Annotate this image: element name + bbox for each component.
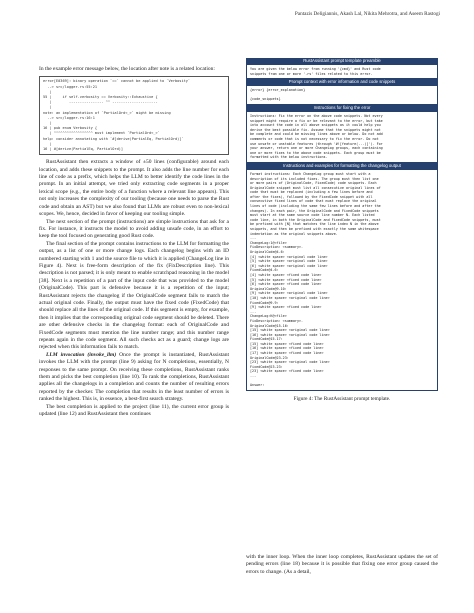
prompt-line: consecutive fixed lines of code that must replace the original <box>250 199 377 204</box>
prompt-line: OriginalCode@9-10: <box>250 286 287 291</box>
paragraph-format: The final section of the prompt contains instructions to the LLM for formatting the output, as a list of one or more change logs. Each changelog begins with an ID numbered starting with 1 and the source file to which it is applied (ChangeLog line in Figure 4). Next is free-form description of the fix (FixDescription line). This description is not parsed; it is only meant to enable scratchpad reasoning in the model [38]. Next is a repetition of a part of the input code that was provided to the model (OriginalCode). This part is defensive because it is a repetition of the input; RustAssistant rejects the changelog if the OriginalCode segment fails to match the actual original code. Finally, the output must have the fixed code (FixedCode) that should replace all the lines of the original code. If this segment is empty, for example, then it implies that the corresponding original code segment should be deleted. There are other defensive checks in the changelog format: each of OriginalCode and FixedCode segments must mention the line number range; and this number range repeats again in the code segment. All such checks act as a guard; change logs are rejected when this information fails to match. <box>39 240 229 351</box>
prompt-line: [15] <white space> <fixed code line> <box>250 341 324 346</box>
code-line: | <box>43 141 52 146</box>
prompt-line: [4] <white space> <original code line> <box>250 254 328 259</box>
prompt-line: [16] <white space> <fixed code line> <box>250 346 324 351</box>
prompt-line: [5] <white space> <fixed code line> <box>250 277 322 282</box>
prompt-line: must start at the same source code line number N. Each listed <box>250 213 375 218</box>
prompt-line: [16] <white space> <original code line> <box>250 332 330 337</box>
prompt-line: OriginalCode snippet must list all consecutive original lines of <box>250 185 381 190</box>
prompt-line: FixedCode@9-9: <box>250 300 279 305</box>
intro-paragraph: In the example error message below, the location after note is a related location: <box>39 66 215 72</box>
prompt-line: [23] <white space> <original code line> <box>250 360 330 365</box>
prompt-line: [10] <white space> <original code line> <box>250 295 330 300</box>
section-body <box>246 85 438 105</box>
prompt-line: snippet might require a fix or be relevant to the error, but take <box>250 118 383 123</box>
paragraph-snippets: RustAssistant then extracts a window of ±50 lines (configurable) around each location, and adds these snippets to the prompt. It also adds the line number for each line of code as a prefix, which helps the LLM to better identify the code lines in the prompt. In an initial attempt, we tried only extracting code segments in a proper lexical scope (e.g., the entire body of a function where a relevant line appears). This not only increases the complexity of our tooling (because one needs to parse the Rust code and obtain an AST) but we also found that LLMs are robust even to non-lexical scopes. We, hence, decided in favor of keeping our tooling simple. <box>39 159 229 218</box>
prompt-line: OriginalCode@15-16: <box>250 323 289 328</box>
prompt-line: or more pairs of (OriginalCode, FixedCode) code snippets. Each <box>250 181 377 186</box>
prompt-line: formatted with the below instructions. <box>250 155 328 160</box>
prompt-line: derive the best possible fix. Assume that the snippets might not <box>250 127 381 132</box>
prompt-line: [23] <white space> <fixed code line> <box>250 369 324 374</box>
prompt-line: FixDescription: <summary>. <box>250 318 304 323</box>
prompt-line: [4] <white space> <fixed code line> <box>250 272 322 277</box>
prompt-sections <box>246 58 438 391</box>
prompt-line: --- <box>250 236 257 241</box>
prompt-line: code line, in both the OriginalCode and FixedCode snippets, must <box>250 217 381 222</box>
prompt-line: be prefixed with [N] that matches the line index N in the above <box>250 222 379 227</box>
prompt-line: after the fixes), followed by the FixedCode snippet with all <box>250 194 373 199</box>
prompt-line: changes). In each pair, the OriginalCode and FixedCode snippets <box>250 208 379 213</box>
prompt-line: FixDescription: <summary>. <box>250 245 304 250</box>
code-line: | <box>43 105 52 110</box>
section-header: Prompt context with error information and code snippets <box>246 79 438 85</box>
llm-invocation-title: LLM invocation (invoke_llm) <box>46 351 117 358</box>
prompt-line: You are given the below error from running '{cmd}' and Rust code <box>250 67 381 71</box>
prompt-line: code that must be replaced (including a few lines before and <box>250 190 373 195</box>
prompt-line: into account the code in all above snippets as it could help you <box>250 123 381 128</box>
prompt-line: OriginalCode@4-6: <box>250 250 285 254</box>
prompt-line: [6] <white space> <fixed code line> <box>250 282 322 287</box>
section-body <box>246 64 438 79</box>
code-line: | ---------------- ^^ --------------------- <box>43 100 158 105</box>
figure-caption: Figure 4: The RustAssistant prompt template. <box>293 395 391 402</box>
prompt-line: ChangeLog:K@<file> <box>250 314 287 319</box>
right-column-text <box>246 554 438 576</box>
prompt-line: snippets from one or more '.rs' files related to this error. <box>250 71 373 76</box>
running-header: Pantazis Deligiannis, Akash Lal, Nikita Mehrotra, and Aseem Rastogi <box>294 11 440 17</box>
prompt-line: one or more fixes to the above code snippets. Each group must be <box>250 150 381 155</box>
prompt-line: FixedCode@15-17: <box>250 337 283 342</box>
code-line: 55 | if self.verbosity == Verbosity::Exhaustive { <box>43 95 158 100</box>
prompt-line: FixedCode@23-23: <box>250 364 283 369</box>
prompt-line: OriginalCode@23-23: <box>250 355 289 360</box>
left-column <box>39 66 229 418</box>
prompt-line: ... <box>250 309 257 314</box>
prompt-line: be complete and could be missing lines above or below. Do not add <box>250 132 383 137</box>
paragraph-best-completion: The best completion is applied to the project (line 11), the current error group is updated (line 12) and RustAssistant then continues <box>39 403 229 418</box>
prompt-line: [17] <white space> <fixed code line> <box>250 351 324 356</box>
prompt-line: [9] <white space> <original code line> <box>250 291 328 296</box>
code-line: help: consider annotating with `#[derive(PartialEq, PartialOrd)]` <box>43 136 184 141</box>
prompt-line: Format instructions: Each ChangeLog group must start with a <box>250 171 371 176</box>
paragraph-instructions: The next section of the prompt (instructions) are simple instructions that ask for a fix. For instance, it instructs the model to avoid adding unsafe code, in an effort to keep the tool focused on generating good Rust code. <box>39 218 229 240</box>
prompt-line: Answer: <box>250 383 265 388</box>
llm-invocation-text: Once the prompt is instantiated, RustAssistant invokes the LLM with the prompt (line 9) asking for N completions, essentially, N responses to the same prompt. On receiving these completions, RustAssistant ranks them and picks the best completion (line 10). To rank the completions, RustAssistant applies all the changelogs in a completion and counts the number of resulting errors reported by the checker. The completion that results in the least number of errors is ranked the highest. This is, in essence, a best-first search strategy. <box>39 351 229 403</box>
section-header: RustAssistant prompt template preamble <box>246 58 438 64</box>
code-line: 16 | pub enum Verbosity { <box>43 126 98 131</box>
paragraph-inner-loop: with the inner loop. When the inner loop completes, RustAssistant updates the set of pending errors (line 18) because it is possible that fixing one error group caused the errors to change. (As a detail, <box>246 554 438 575</box>
code-line: | <box>43 121 52 126</box>
section-body <box>246 111 438 163</box>
code-line: 16 | #[derive(PartialEq, PartialOrd)] <box>43 147 124 152</box>
prompt-line: FixedCode@4-6: <box>250 268 279 273</box>
prompt-line: description of its included fixes. The group must then list one <box>250 176 379 181</box>
section-header: Instructions and examples for formatting the changelog output <box>246 163 438 169</box>
prompt-line: snippets, and then be prefixed with exactly the same whitespace <box>250 227 379 232</box>
figure-4-prompt-template <box>246 58 438 402</box>
code-line: --> src/logger.rs:16:1 <box>43 115 95 120</box>
code-line: error[E0369]: binary operation `==` cannot be applied to `Verbosity` <box>43 79 191 84</box>
error-message-code-block <box>39 76 229 155</box>
prompt-line: [5] <white space> <original code line> <box>250 259 328 264</box>
prompt-line: [15] <white space> <original code line> <box>250 328 330 333</box>
prompt-line: {code_snippets} <box>250 97 281 102</box>
prompt-line: comments or code that is not necessary to fix the error. Do not <box>250 136 379 141</box>
code-line: note: an implementation of `PartialOrd<_>` might be missing <box>43 110 171 115</box>
prompt-line: indentation as the original snippets above. <box>250 231 338 236</box>
code-line: --> src/logger.rs:55:21 <box>43 84 98 89</box>
prompt-line: lines of code (including the same few lines before and after the <box>250 204 381 209</box>
section-header: Instructions for fixing the error <box>246 105 438 111</box>
prompt-line: Instructions: Fix the error on the above code snippets. Not every <box>250 113 383 118</box>
prompt-line: use unsafe or unstable features (through '#![feature(...)]'). For <box>250 141 383 146</box>
section-body <box>246 169 438 391</box>
paragraph-llm-invocation <box>39 352 229 404</box>
prompt-line: {error} {error_explanation} <box>250 88 306 93</box>
prompt-line: your answer, return one or more ChangeLog groups, each containing <box>250 146 383 151</box>
prompt-line: [6] <white space> <original code line> <box>250 263 328 268</box>
code-line: | <box>43 89 52 94</box>
prompt-line: ChangeLog:1@<file> <box>250 240 287 245</box>
code-line: | ^^^^^^^^^^^^^^^^^^ must implement `PartialOrd<_>` <box>43 131 160 136</box>
prompt-line: [9] <white space> <fixed code line> <box>250 305 322 310</box>
prompt-line: --- <box>250 374 257 379</box>
